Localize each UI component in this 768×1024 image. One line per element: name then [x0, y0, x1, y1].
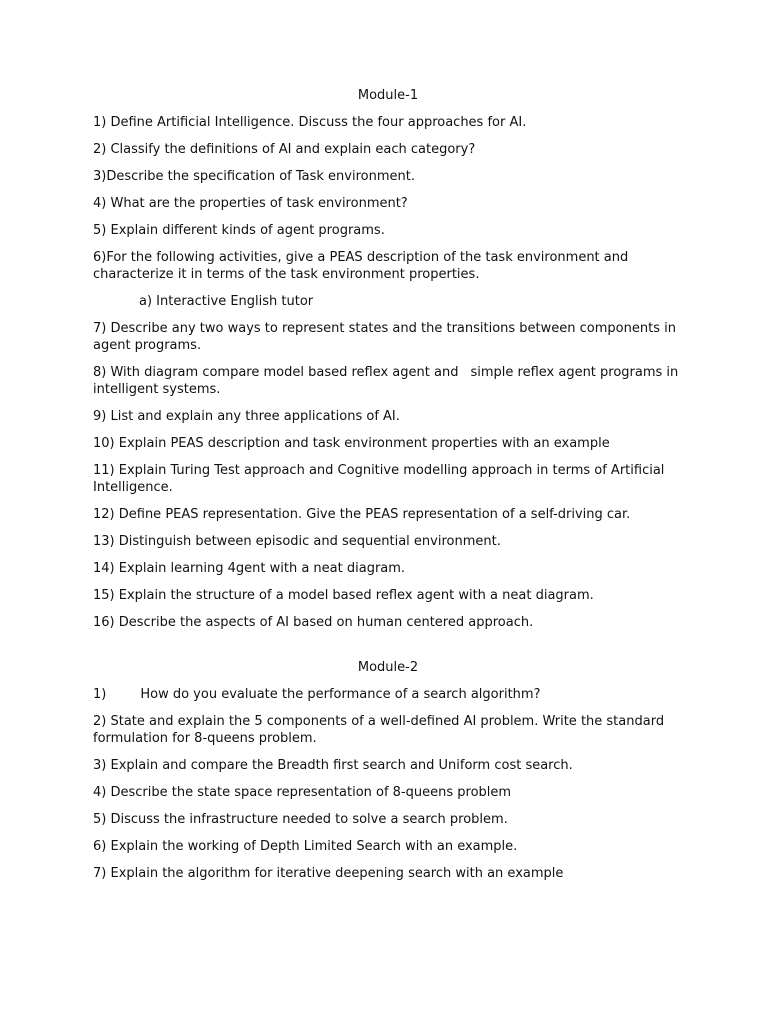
question-item: 14) Explain learning 4gent with a neat diagram.: [93, 561, 406, 576]
question-item: 7) Explain the algorithm for iterative deepening search with an example: [93, 866, 564, 881]
module-2-title: Module-2: [357, 660, 419, 675]
question-item: 9) List and explain any three applications of AI.: [93, 409, 400, 424]
question-item: 2) State and explain the 5 components of a well-defined AI problem. Write the standard formulation for 8-queens problem.: [93, 714, 665, 746]
module-2-section: [93, 659, 683, 892]
question-item: 5) Discuss the infrastructure needed to solve a search problem.: [93, 812, 508, 827]
module-1-title: Module-1: [357, 88, 419, 103]
question-item: 3)Describe the specification of Task environment.: [93, 169, 415, 184]
question-item: 4) What are the properties of task environment?: [93, 196, 408, 211]
question-item: 11) Explain Turing Test approach and Cognitive modelling approach in terms of Artificial Intelligence.: [93, 463, 665, 495]
question-item: 3) Explain and compare the Breadth first search and Uniform cost search.: [93, 758, 573, 773]
question-part: simple reflex agent programs in intelligent systems.: [93, 365, 679, 397]
question-item: 2) Classify the definitions of AI and explain each category?: [93, 142, 476, 157]
question-item: 6) Explain the working of Depth Limited Search with an example.: [93, 839, 518, 854]
question-item: 5) Explain different kinds of agent programs.: [93, 223, 385, 238]
question-item: 4) Describe the state space representation of 8-queens problem: [93, 785, 512, 800]
question-item: 1) Define Artificial Intelligence. Discuss the four approaches for AI.: [93, 115, 527, 130]
question-item: 16) Describe the aspects of AI based on human centered approach.: [93, 615, 534, 630]
question-item: [93, 364, 683, 398]
question-item: 10) Explain PEAS description and task environment properties with an example: [93, 436, 610, 451]
question-number: 1): [93, 687, 107, 702]
question-item: 12) Define PEAS representation. Give the PEAS representation of a self-driving car.: [93, 507, 631, 522]
question-item: 13) Distinguish between episodic and sequential environment.: [93, 534, 501, 549]
question-item: 7) Describe any two ways to represent states and the transitions between components in agent programs.: [93, 321, 676, 353]
question-subitem: a) Interactive English tutor: [139, 294, 314, 309]
question-item: 6)For the following activities, give a PEAS description of the task environment and characterize it in terms of the task environment properties.: [93, 250, 629, 282]
module-1-section: [93, 87, 683, 641]
question-item: 15) Explain the structure of a model based reflex agent with a neat diagram.: [93, 588, 594, 603]
question-text: How do you evaluate the performance of a search algorithm?: [140, 687, 541, 702]
question-part: 8) With diagram compare model based reflex agent and: [93, 365, 459, 380]
question-item: [93, 686, 683, 703]
